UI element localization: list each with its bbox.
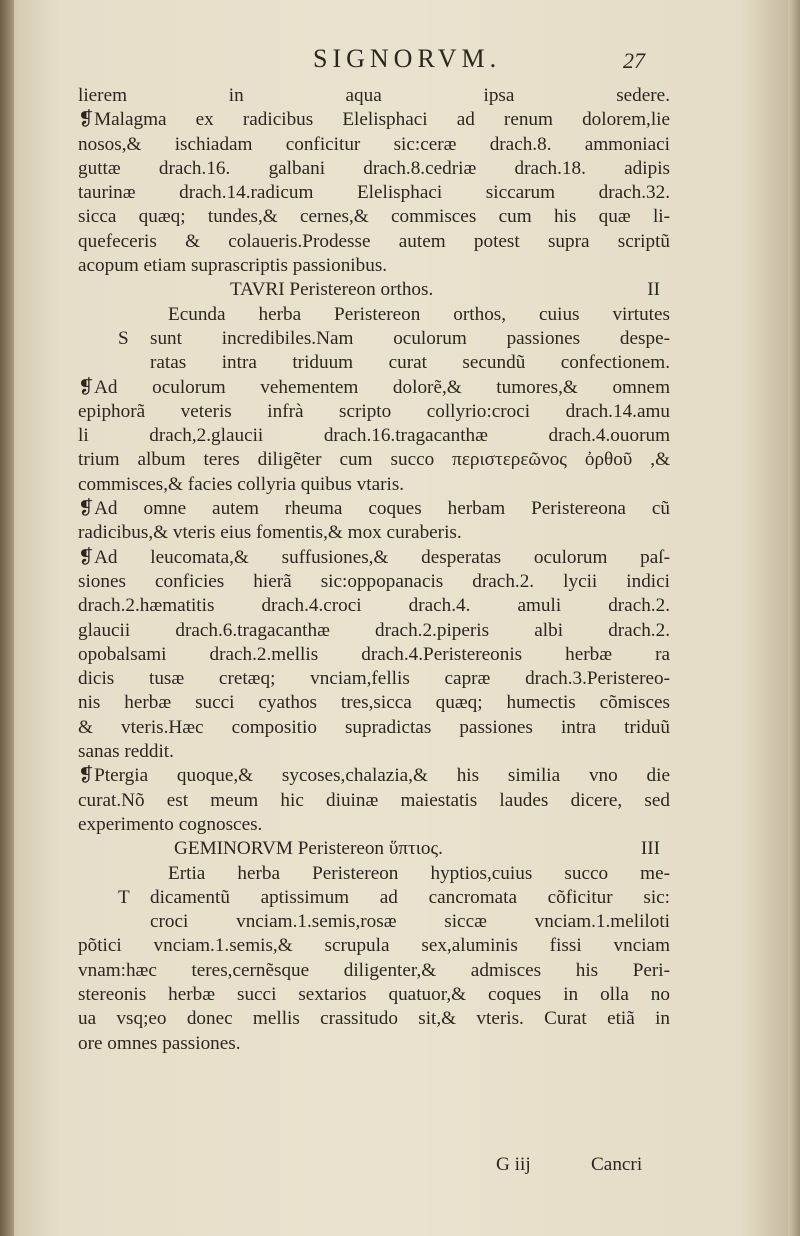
initial-letter: S bbox=[118, 327, 129, 349]
text-line: sanas reddit. bbox=[78, 741, 174, 763]
running-head: SIGNORVM. bbox=[313, 44, 502, 73]
text-line: ❡Ad oculorum vehementem dolorẽ,& tumores,& omnem bbox=[78, 376, 670, 398]
text-line: trium album teres diligẽter cum succo περιστερεῶνος ὀρθοῦ ,& bbox=[78, 449, 670, 471]
text-line: ❡Ad omne autem rheuma coques herbam Peristereona cũ bbox=[78, 498, 670, 520]
text-line: quefeceris & colaueris.Prodesse autem potest supra scriptũ bbox=[78, 230, 670, 252]
text-line: Ertia herba Peristereon hyptios,cuius succo me- bbox=[168, 862, 670, 884]
text-line: ❡Ad leucomata,& suffusiones,& desperatas oculorum paſ- bbox=[78, 546, 670, 568]
text-line: glaucii drach.6.tragacanthæ drach.2.piperis albi drach.2. bbox=[78, 619, 670, 641]
text-line: ua vsq;eo donec mellis crassitudo sit,& vteris. Curat etiã in bbox=[78, 1008, 670, 1030]
text-line: epiphorã veteris infrà scripto collyrio:croci drach.14.amu bbox=[78, 400, 670, 422]
text-line: lierem in aqua ipsa sedere. bbox=[78, 85, 670, 106]
text-line: curat.Nõ est meum hic diuinæ maiestatis laudes dicere, sed bbox=[78, 789, 670, 811]
section-heading-geminorum bbox=[78, 837, 670, 861]
book-spine bbox=[0, 0, 14, 1236]
text-line: ore omnes passiones. bbox=[78, 1032, 241, 1054]
text-line: ❡Ptergia quoque,& sycoses,chalazia,& his similia vno die bbox=[78, 765, 670, 787]
text-line: drach.2.hæmatitis drach.4.croci drach.4. amuli drach.2. bbox=[78, 595, 670, 617]
page-header bbox=[78, 44, 668, 84]
text-line: ❡Malagma ex radicibus Elelisphaci ad renum dolorem,lie bbox=[78, 109, 670, 131]
text-line: guttæ drach.16. galbani drach.8.cedriæ drach.18. adipis bbox=[78, 157, 670, 179]
section-number: III bbox=[640, 838, 660, 860]
paragraph-geminorum bbox=[78, 862, 670, 935]
paragraph-tauri bbox=[78, 303, 670, 376]
catchword: Cancri bbox=[591, 1154, 643, 1175]
text-line: vnam:hæc teres,cernẽsque diligenter,& admisces his Peri- bbox=[78, 959, 670, 981]
text-line: sunt incredibiles.Nam oculorum passiones despe- bbox=[150, 327, 670, 349]
text-line: croci vnciam.1.semis,rosæ siccæ vnciam.1.meliloti bbox=[150, 911, 670, 933]
text-line: sicca quæq; tundes,& cernes,& commisces cum his quæ li- bbox=[78, 206, 670, 228]
text-line: & vteris.Hæc compositio supradictas passiones intra triduũ bbox=[78, 716, 670, 738]
text-line: dicis tusæ cretæq; vnciam,fellis capræ drach.3.Peristereo- bbox=[78, 668, 670, 690]
text-line: põtici vnciam.1.semis,& scrupula sex,aluminis fissi vnciam bbox=[78, 935, 670, 957]
page-edge bbox=[788, 0, 800, 1236]
text-line: nosos,& ischiadam conficitur sic:ceræ drach.8. ammoniaci bbox=[78, 133, 670, 155]
heading-text: GEMINORVM Peristereon ὕπτιος. bbox=[174, 838, 443, 860]
text-line: experimento cognosces. bbox=[78, 813, 263, 835]
heading-text: TAVRI Peristereon orthos. bbox=[230, 279, 434, 301]
signature-mark: G iij bbox=[496, 1154, 531, 1175]
text-line: taurinæ drach.14.radicum Elelisphaci siccarum drach.32. bbox=[78, 182, 670, 204]
text-line: dicamentũ aptissimum ad cancromata cõficitur sic: bbox=[150, 886, 670, 908]
text-line: acopum etiam suprascriptis passionibus. bbox=[78, 255, 388, 277]
text-line: li drach,2.glaucii drach.16.tragacanthæ drach.4.ouorum bbox=[78, 425, 670, 447]
text-line: ratas intra triduum curat secundũ confectionem. bbox=[150, 352, 670, 374]
page-number: 27 bbox=[623, 48, 645, 73]
text-line: radicibus,& vteris eius fomentis,& mox curaberis. bbox=[78, 522, 462, 544]
text-line: commisces,& facies collyria quibus vtaris. bbox=[78, 473, 405, 495]
text-block bbox=[78, 84, 670, 1056]
text-line: nis herbæ succi cyathos tres,sicca quæq; humectis cõmisces bbox=[78, 692, 670, 714]
page-footer bbox=[78, 1154, 670, 1184]
section-number: II bbox=[647, 279, 660, 301]
text-line: opobalsami drach.2.mellis drach.4.Peristereonis herbæ ra bbox=[78, 643, 670, 665]
text-line: Ecunda herba Peristereon orthos, cuius virtutes bbox=[168, 303, 670, 325]
initial-letter: T bbox=[118, 886, 130, 908]
text-line: stereonis herbæ succi sextarios quatuor,& coques in olla no bbox=[78, 983, 670, 1005]
section-heading-tauri bbox=[78, 278, 670, 302]
text-line: siones conficies hierã sic:oppopanacis drach.2. lycii indici bbox=[78, 570, 670, 592]
